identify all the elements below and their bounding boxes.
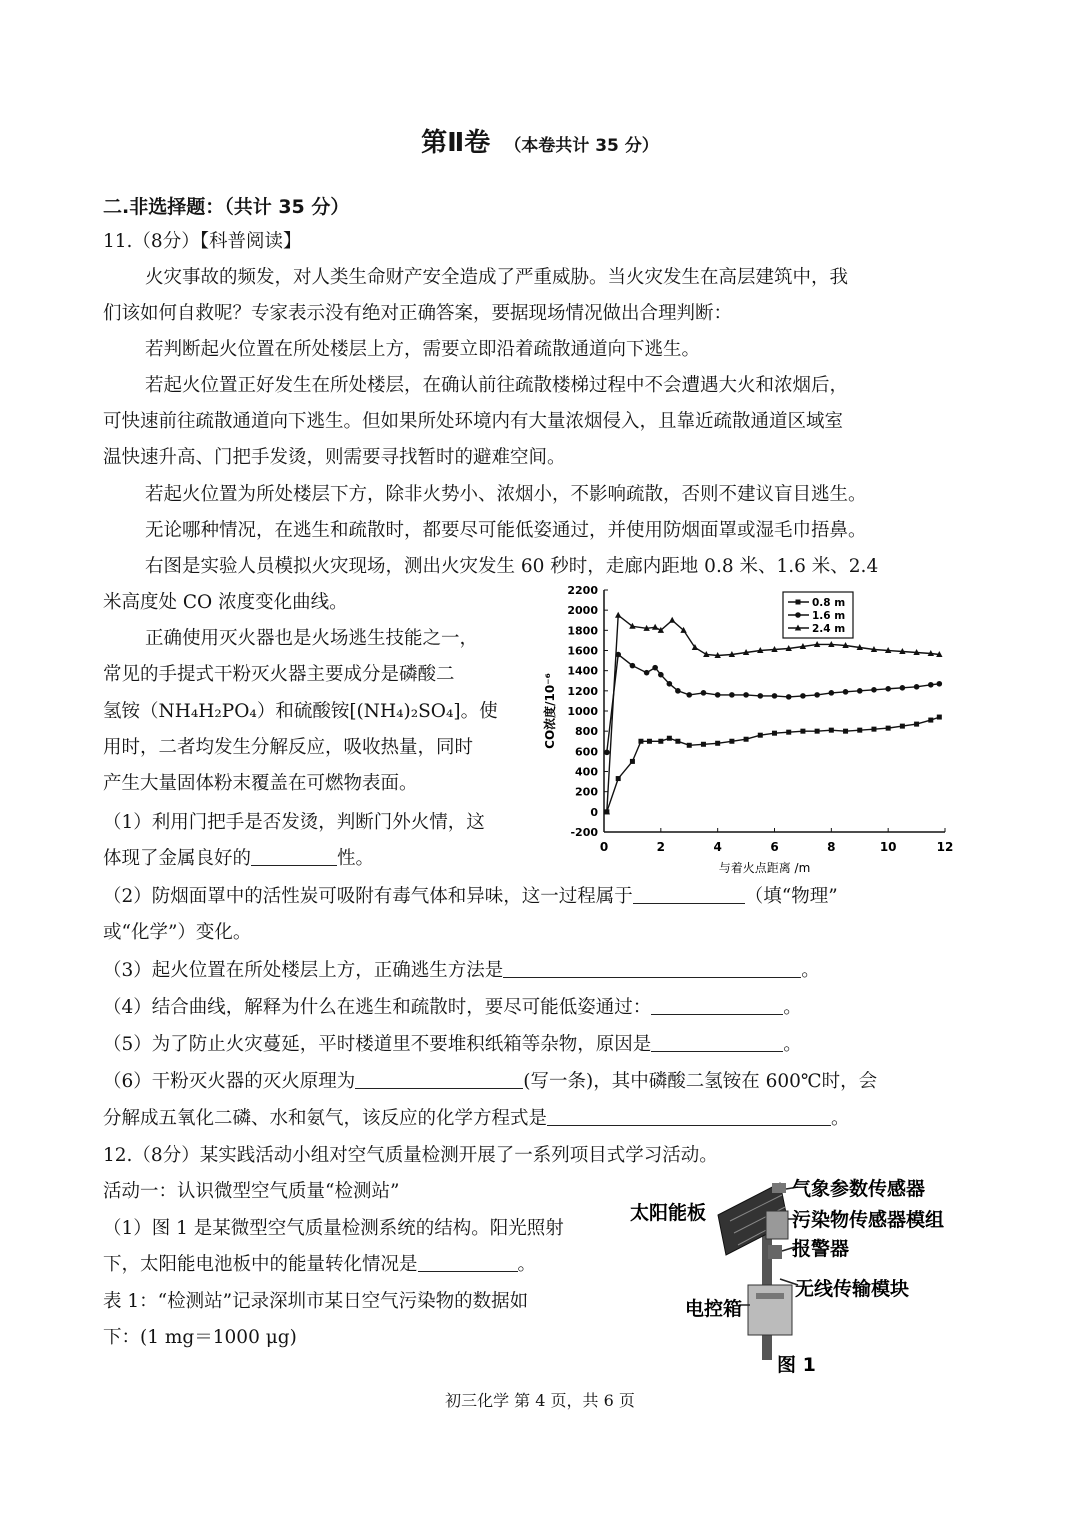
legend-label: 2.4 m [812, 623, 846, 635]
data-point [857, 688, 863, 694]
paragraph: 常见的手提式干粉灭火器主要成分是磷酸二 [103, 664, 455, 685]
data-point [675, 739, 680, 744]
label-alarm: 报警器 [792, 1238, 850, 1260]
data-point [652, 665, 658, 671]
answer-blank[interactable] [651, 994, 783, 1015]
data-point [914, 722, 919, 727]
co-concentration-chart [540, 582, 960, 882]
data-point [928, 682, 934, 688]
question-text: （6）干粉灭火器的灭火原理为 [103, 1071, 356, 1092]
data-point [843, 689, 849, 695]
data-point [687, 743, 692, 748]
label-wireless-module: 无线传输模块 [795, 1278, 910, 1300]
data-point [937, 715, 942, 720]
data-point [743, 692, 749, 698]
series-line-3 [607, 615, 940, 812]
data-point [658, 672, 664, 678]
paragraph: 正确使用灭火器也是火场逃生技能之一， [145, 628, 479, 649]
question-text: (写一条)，其中磷酸二氢铵在 600℃时，会 [523, 1071, 878, 1092]
x-tick-label: 4 [713, 840, 722, 854]
data-point [886, 726, 891, 731]
paragraph: 可快速前往疏散通道向下逃生。但如果所处环境内有大量浓烟侵入，且靠近疏散通道区域室 [103, 411, 844, 432]
paragraph: 产生大量固体粉末覆盖在可燃物表面。 [103, 773, 418, 794]
data-point [758, 733, 763, 738]
label-solar-panel: 太阳能板 [630, 1202, 707, 1224]
question-6-line2 [103, 1101, 850, 1137]
y-tick-label: -200 [570, 826, 598, 839]
data-point [630, 759, 635, 764]
data-point [638, 739, 643, 744]
data-point [814, 692, 820, 698]
data-point [757, 693, 763, 699]
data-point [928, 718, 933, 723]
data-point [871, 687, 877, 693]
data-point [786, 694, 792, 700]
page-title: 第Ⅱ卷 [421, 128, 491, 158]
page-subtitle: （本卷共计 35 分） [504, 136, 659, 156]
x-tick-label: 12 [936, 840, 954, 854]
answer-blank[interactable] [651, 1031, 783, 1052]
data-point [871, 727, 876, 732]
data-point [630, 663, 636, 669]
data-point [772, 693, 778, 699]
answer-blank[interactable] [251, 845, 337, 866]
y-tick-label: 1800 [567, 624, 598, 638]
question-5 [103, 1027, 802, 1063]
table-1-intro: 表 1：“检测站”记录深圳市某日空气污染物的数据如 [103, 1291, 529, 1312]
legend-marker [796, 600, 801, 605]
data-point [669, 617, 675, 623]
paragraph: 右图是实验人员模拟火灾现场，测出火灾发生 60 秒时，走廊内距地 0.8 米、1.6 米、2.4 [145, 556, 879, 577]
legend-label: 1.6 m [812, 610, 846, 622]
data-point [843, 729, 848, 734]
answer-blank[interactable] [355, 1068, 523, 1089]
answer-blank[interactable] [633, 883, 745, 904]
question-text: 分解成五氧化二磷、水和氨气，该反应的化学方程式是 [103, 1108, 548, 1129]
data-point [900, 685, 906, 691]
paragraph: 用时，二者均发生分解反应，吸收热量，同时 [103, 737, 474, 758]
question-text: 下，太阳能电池板中的能量转化情况是 [103, 1254, 418, 1275]
y-tick-label: 1000 [567, 705, 598, 718]
q12-question-1-line2 [103, 1247, 536, 1283]
legend-marker [795, 612, 801, 618]
question-text: （2）防烟面罩中的活性炭可吸附有毒气体和异味，这一过程属于 [103, 886, 633, 907]
y-tick-label: 2000 [567, 604, 598, 618]
y-tick-label: 1200 [567, 684, 598, 698]
x-tick-label: 2 [656, 840, 666, 854]
data-point [658, 739, 663, 744]
question-text: 体现了金属良好的 [103, 848, 252, 869]
answer-blank[interactable] [503, 957, 801, 978]
data-point [744, 737, 749, 742]
question-text: （3）起火位置在所处楼层上方，正确逃生方法是 [103, 960, 504, 981]
pollutant-module [766, 1211, 788, 1239]
question-text: （4）结合曲线，解释为什么在逃生和疏散时，要尽可能低姿通过： [103, 997, 652, 1018]
question-text: 。 [801, 960, 820, 981]
data-point [800, 693, 806, 699]
chart-svg [540, 582, 960, 882]
question-2-line2: 或“化学”）变化。 [103, 922, 252, 943]
page-footer: 初三化学 第 4 页，共 6 页 [445, 1391, 635, 1410]
data-point [715, 741, 720, 746]
section-heading: 二.非选择题：（共计 35 分） [103, 196, 350, 218]
question-text: 。 [517, 1254, 537, 1275]
label-pollutant-module: 污染物传感器模组 [792, 1209, 945, 1231]
paragraph: 氢铵（NH₄H₂PO₄）和硫酸铵[(NH₄)₂SO₄]。使 [103, 701, 498, 722]
data-point [829, 690, 835, 696]
y-tick-label: 200 [575, 785, 598, 799]
label-control-box: 电控箱 [685, 1298, 743, 1320]
paragraph: 若起火位置为所处楼层下方，除非火势小、浓烟小，不影响疏散，否则不建议盲目逃生。 [145, 484, 867, 505]
activity-1: 活动一：认识微型空气质量“检测站” [103, 1181, 400, 1202]
air-quality-station-drawing [630, 1175, 960, 1385]
x-axis-label: 与着火点距离 /m [718, 861, 811, 875]
y-tick-label: 0 [590, 805, 598, 819]
data-point [900, 724, 905, 729]
question-2 [103, 879, 838, 915]
x-tick-label: 0 [599, 840, 609, 854]
table-1-intro-line2: 下：(1 mg＝1000 μg) [103, 1327, 297, 1348]
x-tick-label: 8 [827, 840, 836, 854]
question-text: 。 [783, 1034, 802, 1055]
question-3 [103, 953, 820, 989]
x-tick-label: 6 [770, 840, 779, 854]
figure-caption: 图 1 [777, 1354, 816, 1376]
data-point [729, 739, 734, 744]
data-point [885, 686, 891, 692]
paragraph: 们该如何自救呢？专家表示没有绝对正确答案，要据现场情况做出合理判断： [103, 303, 733, 324]
figure-1 [630, 1175, 960, 1385]
question-text: （5）为了防止火灾蔓延，平时楼道里不要堆积纸箱等杂物，原因是 [103, 1034, 652, 1055]
legend-label: 0.8 m [812, 597, 846, 609]
label-weather-sensor: 气象参数传感器 [792, 1178, 926, 1200]
y-tick-label: 400 [575, 765, 598, 779]
question-text: （填“物理” [744, 886, 838, 907]
q12-question-1: （1）图 1 是某微型空气质量检测系统的结构。阳光照射 [103, 1218, 564, 1239]
data-point [616, 776, 621, 781]
paragraph: 火灾事故的频发，对人类生命财产安全造成了严重威胁。当火灾发生在高层建筑中，我 [145, 267, 849, 288]
page-title-block [0, 122, 1080, 159]
y-tick-label: 2200 [567, 584, 598, 597]
data-point [786, 730, 791, 735]
data-point [652, 624, 658, 630]
data-point [937, 681, 943, 687]
control-box [748, 1285, 792, 1335]
data-point [667, 681, 673, 687]
paragraph: 温快速升高、门把手发烫，则需要寻找暂时的避难空间。 [103, 447, 566, 468]
paragraph: 米高度处 CO 浓度变化曲线。 [103, 592, 348, 613]
paragraph: 若判断起火位置在所处楼层上方，需要立即沿着疏散通道向下逃生。 [145, 339, 701, 360]
data-point [729, 692, 735, 698]
question-text: 。 [783, 997, 802, 1018]
data-point [675, 688, 681, 694]
data-point [667, 736, 672, 741]
data-point [701, 742, 706, 747]
data-point [772, 731, 777, 736]
y-tick-label: 600 [575, 745, 598, 759]
data-point [815, 729, 820, 734]
question-4 [103, 990, 802, 1026]
data-point [615, 612, 621, 618]
paragraph: 无论哪种情况，在逃生和疏散时，都要尽可能低姿通过，并使用防烟面罩或湿毛巾捂鼻。 [145, 520, 867, 541]
answer-blank[interactable] [547, 1105, 831, 1126]
data-point [701, 690, 707, 696]
data-point [800, 729, 805, 734]
q11-heading: 11.（8分）【科普阅读】 [103, 231, 302, 252]
question-6 [103, 1064, 877, 1100]
question-text: 性。 [337, 848, 375, 869]
question-text: 。 [831, 1108, 850, 1129]
q12-heading: 12.（8分）某实践活动小组对空气质量检测开展了一系列项目式学习活动。 [103, 1145, 718, 1166]
y-tick-label: 1600 [567, 644, 598, 658]
answer-blank[interactable] [418, 1251, 518, 1272]
data-point [686, 692, 692, 698]
question-1: （1）利用门把手是否发烫，判断门外火情，这 [103, 812, 485, 833]
data-point [647, 739, 652, 744]
weather-sensor [772, 1183, 786, 1193]
data-point [715, 692, 721, 698]
data-point [829, 728, 834, 733]
y-axis-label: CO浓度/10⁻⁶ [543, 673, 557, 749]
y-tick-label: 800 [575, 725, 598, 739]
paragraph: 若起火位置正好发生在所处楼层，在确认前往疏散楼梯过程中不会遭遇大火和浓烟后， [145, 375, 849, 396]
x-tick-label: 10 [879, 840, 897, 854]
alarm-device [768, 1245, 782, 1259]
data-point [914, 684, 920, 690]
data-point [857, 728, 862, 733]
data-point [604, 750, 610, 756]
question-1-line2 [103, 841, 374, 877]
y-tick-label: 1400 [567, 664, 598, 678]
data-point [644, 670, 650, 676]
